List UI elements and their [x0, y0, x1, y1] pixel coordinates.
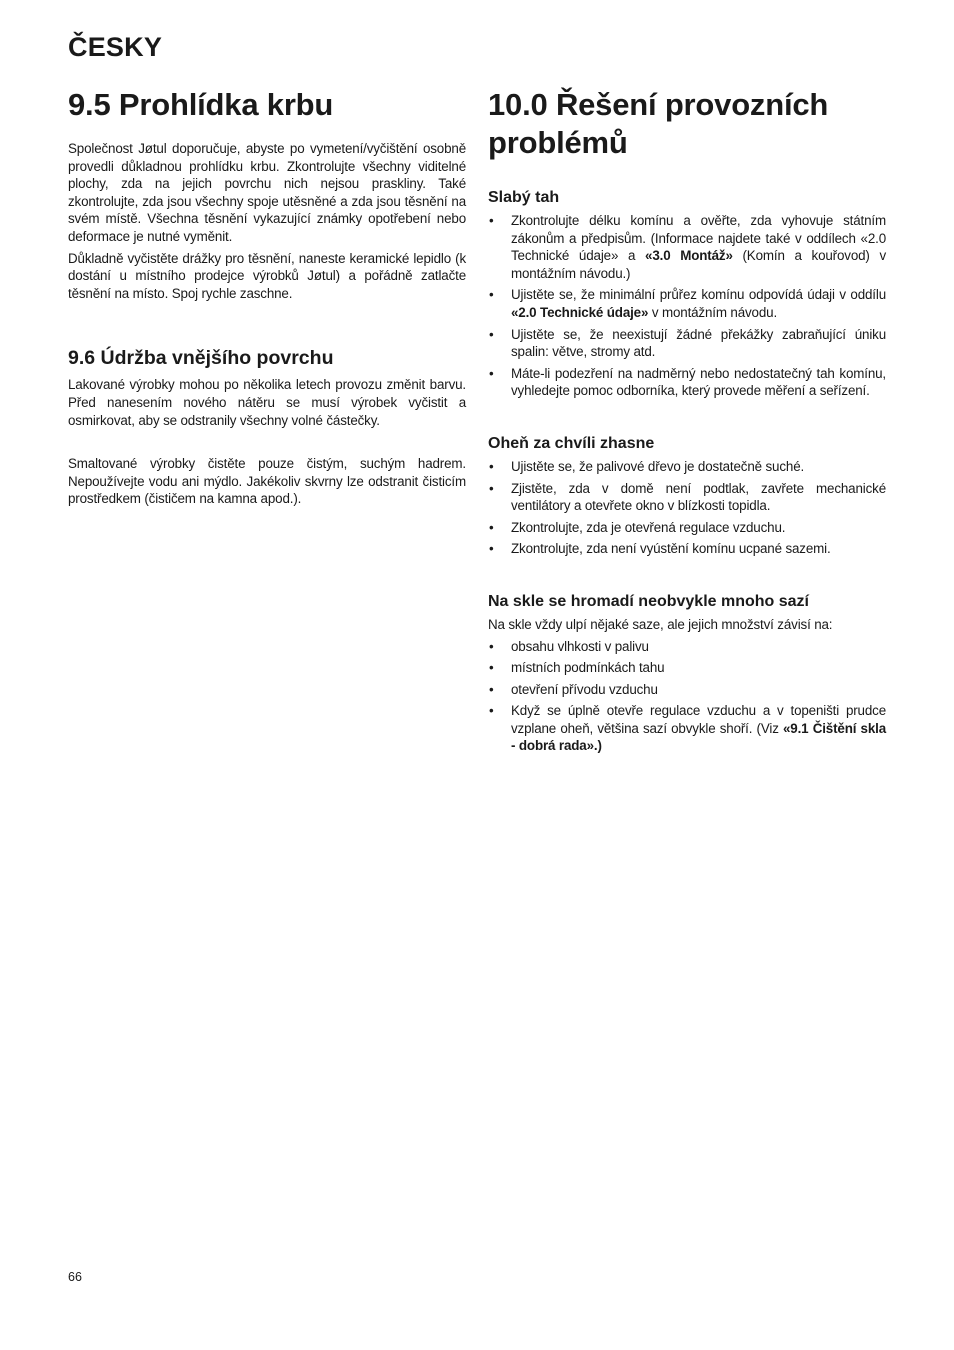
item-text: otevření přívodu vzduchu [511, 681, 658, 697]
bullet: • [489, 681, 494, 697]
section-9-6-paragraph-2: Smaltované výrobky čistěte pouze čistým, suchým hadrem. Nepoužívejte vodu ani mýdlo. Jakékoliv skvrny lze odstranit čisticím prostředkem (čističem na kamna apod.). [68, 456, 466, 507]
section-9-5-paragraph-1: Společnost Jøtul doporučuje, abyste po vymetení/vyčištění osobně provedli důkladnou prohlídku krbu. Zkontrolujte všechny viditelné plochy, zda na jejich povrchu nich nejsou praskliny. Také zkontrolujte, zda jsou všechny spoje utěsněné a zda jsou těsnění na svém místě. Všechna těsnění vykazující známky opotřebení nebo deformace je nutné vyměnit. [68, 141, 466, 244]
sklo-list [488, 638, 886, 756]
item-text: Zkontrolujte, zda není vyústění komínu ucpané sazemi. [511, 541, 831, 557]
list-item [488, 365, 886, 400]
item-text: v montážním návodu. [648, 304, 778, 320]
item-text: místních podmínkách tahu [511, 660, 665, 676]
item-bold-ref: «2.0 Technické údaje» [511, 304, 649, 320]
item-bold-ref: «9.1 Čištění skla - dobrá rada».) [511, 720, 886, 754]
list-item [488, 458, 886, 476]
list-item [488, 638, 886, 656]
item-text: (Komín a kouřovod) v montážním návodu.) [511, 248, 887, 281]
section-9-6-paragraph-1: Lakované výrobky mohou po několika letech provozu změnit barvu. Před nanesením nového nátěru se musí výrobek vyčistit a osmirkovat, aby se odstranily všechny volné částečky. [68, 377, 466, 428]
list-item [488, 519, 886, 537]
slaby-tah-list [488, 212, 886, 400]
sklo-intro: Na skle vždy ulpí nějaké saze, ale jejich množství závisí na: [488, 616, 833, 632]
bullet: • [489, 213, 494, 228]
section-10-0-title: 10.0 Řešení provozních problémů [488, 87, 829, 160]
item-text: obsahu vlhkosti v palivu [511, 638, 649, 654]
list-item [488, 212, 886, 282]
bullet: • [489, 326, 494, 342]
list-item [488, 681, 886, 699]
bullet: • [489, 287, 494, 303]
list-item [488, 480, 886, 515]
item-text: Ujistěte se, že minimální průřez komínu odpovídá údaji v oddílu [511, 287, 886, 303]
bullet: • [489, 480, 494, 496]
section-9-5-title: 9.5 Prohlídka krbu [68, 87, 334, 122]
list-item [488, 659, 886, 677]
list-item [488, 326, 886, 361]
item-text: Ujistěte se, že palivové dřevo je dostatečně suché. [511, 458, 805, 474]
ohen-list [488, 458, 886, 558]
list-item [488, 286, 886, 321]
bullet: • [489, 703, 494, 719]
ohen-heading: Oheň za chvíli zhasne [488, 434, 655, 452]
item-text: Zkontrolujte, zda je otevřená regulace vzduchu. [511, 519, 786, 535]
item-text: Máte-li podezření na nadměrný nebo nedostatečný tah komínu, vyhledejte pomoc odborníka, který provede měření a seřízení. [511, 365, 886, 399]
list-item [488, 540, 886, 558]
bullet: • [489, 519, 494, 535]
page-number: 66 [68, 1270, 82, 1284]
item-text: Zkontrolujte délku komínu a ověřte, zda vyhovuje státním zákonům a předpisům. (Informace najdete také v oddílech «2.0 Technické údaje» a [511, 213, 886, 264]
sklo-heading: Na skle se hromadí neobvykle mnoho sazí [488, 592, 809, 610]
right-column [488, 86, 886, 759]
bullet: • [489, 638, 494, 654]
item-text: Ujistěte se, že neexistují žádné překážky zabraňující úniku spalin: větve, stromy atd. [511, 326, 886, 360]
language-header: ČESKY [68, 32, 163, 62]
item-bold-ref: «3.0 Montáž» [645, 248, 733, 264]
section-9-6-title: 9.6 Údržba vnějšího povrchu [68, 347, 334, 370]
bullet: • [489, 458, 494, 474]
bullet: • [489, 365, 494, 381]
item-text: Zjistěte, zda v domě není podtlak, zavřete mechanické ventilátory a otevřete okno v blízkosti topidla. [511, 480, 886, 514]
bullet: • [489, 541, 494, 557]
bullet: • [489, 660, 494, 676]
item-text: Když se úplně otevře regulace vzduchu a v topeništi prudce vzplane oheň, většina sazí obvykle shoří. (Viz [511, 703, 886, 736]
slaby-tah-heading: Slabý tah [488, 189, 560, 206]
section-9-5-paragraph-2: Důkladně vyčistěte drážky pro těsnění, naneste keramické lepidlo (k dostání u místního prodejce výrobků Jøtul) a pořádně zatlačte těsnění na místo. Spoj rychle zaschne. [68, 250, 466, 301]
left-column [68, 86, 466, 512]
list-item [488, 702, 886, 755]
